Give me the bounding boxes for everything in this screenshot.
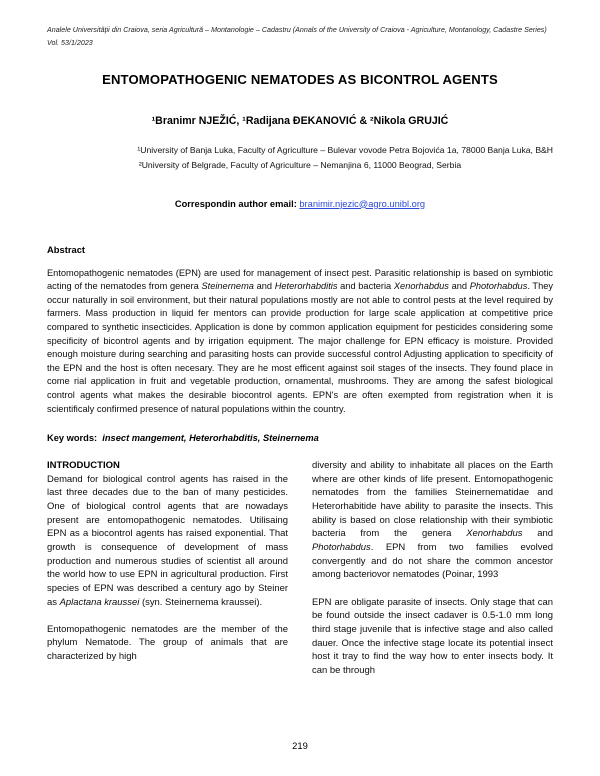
abstract-heading: Abstract [47,243,86,255]
abstract-text-1: Entomopathogenic nematodes (EPN) are used for management of insect pest. Parasitic relationship is based on symbiotic acting of the nematodes from genera [47,267,553,292]
right-paragraph-1 [312,459,553,582]
genus-photorhabdus-body: Photorhabdus [312,542,371,554]
introduction-heading: INTRODUCTION [47,460,120,472]
abstract-text-5: . They occur naturally in soil environment, but their natural populations mostly are not able to control pests at the level required by farmers. Mass production in liquid fer mentors can provide production for large scale application at competitive price compared to synthetic insecticides. Application is done by common application equipment for pesticides considering some specificity of bicontrol agents and by irrigation equipment. The major challenge for EPN efficacy is moisture. Provided enough moisture during searching and parasiting hosts can provide successful control Adjusting application to specificity of the EPN and the host is often necesary. They are he most efficent against soil stages of the insects. They found place in come rial application in fruit and vegetable production, ornamental, mushrooms. They are among the safest biological control agents what makes the desirable biocontrol agents. EPN's are often exempted from registration when it is scientificaly confirmed presence of natural populations within the country. [47,281,553,414]
genus-heterorhabditis: Heterorhabditis [274,281,338,292]
running-head: Analele Universităţii din Craiova, seria Agricultură – Montanologie – Cadastru (Annals of the University of Craiova - Agriculture, Montanology, Cadastre Series) Vol. 53/1/2023 [47,26,547,48]
right-p1-text-2: . EPN from two families evolved convergently and do not share the common ancestor among bacteriovor nematodes (Poinar, 1993 [312,542,553,581]
keywords-list: insect mangement, Heterorhabditis, Steinernema [102,433,319,444]
genus-xenorhabdus: Xenorhabdus [393,281,449,292]
correspondence-email-link[interactable]: branimir.njezic@agro.unibl.org [299,198,426,209]
abstract-text-4: and [448,281,470,292]
correspondence-line [47,197,553,211]
right-paragraph-2: EPN are obligate parasite of insects. Only stage that can be found outside the insect cadaver is 0.5-1.0 mm long third stage juvenile that is infective stage and also called dauer. Once the infective stage locate its potential insect host it tray to find the way how to enter insects body. It can be through [312,596,553,676]
correspondence-label: Correspondin author email: [174,198,297,209]
keywords-line [47,432,553,445]
left-p1-text-1: Demand for biological control agents has raised in the last three decades due to the ban of many pesticides. One of biological control agents that are nowadays present are entomopathogenic nematodes. Utilisaing EPN as a biocontrol agents has raised exponential. That growth is consequence of development of mass production and numerous studies of scientist all around the world how to use EPN in agricultural production. First species of EPN was described a century ago by Steiner as [47,473,288,608]
page-content [47,24,553,678]
column-left [47,459,288,677]
keywords-label: Key words: [47,433,98,444]
page-number: 219 [292,740,308,751]
abstract-text-2: and [253,281,275,292]
right-p1-text-1: diversity and ability to inhabitate all places on the Earth where are other kinds of life present. Entomopathogenic nematodes from the families Steinernematidae and Heterorhabitide have ability to parasite the insects. This ability is based on close relationship with their symbiotic bacteria from the genera [312,460,553,540]
body-columns [47,459,553,677]
affiliation-second: ²University of Belgrade, Faculty of Agriculture – Nemanjina 6, 11000 Beograd, Serbia [138,160,462,170]
page-title: ENTOMOPATHOGENIC NEMATODES AS BICONTROL AGENTS [102,72,498,88]
affiliation-first: ¹University of Banja Luka, Faculty of Agriculture – Bulevar vovode Petra Bojovića 1a, 78000 Banja Luka, B&H [137,145,553,156]
left-p1-text-2: (syn. Steinernema kraussei). [139,596,263,608]
abstract-paragraph [47,267,553,417]
genus-steinernema: Steinernema [201,281,254,292]
genus-photorhabdus: Photorhabdus [469,281,528,292]
column-right [312,459,553,677]
right-p1-mid: and [522,528,553,540]
author-list: ¹Branimr NJEŽIĆ, ¹Radijana ĐEKANOVIĆ & ²Nikola GRUJIĆ [151,115,449,128]
species-aplactana-kraussei: Aplactana kraussei [59,596,140,608]
genus-xenorhabdus-body: Xenorhabdus [466,528,523,540]
left-paragraph-1 [47,473,288,610]
abstract-text-3: and bacteria [337,281,394,292]
left-paragraph-2: Entomopathogenic nematodes are the member of the phylum Nematode. The group of animals that are characterized by high [47,623,288,663]
